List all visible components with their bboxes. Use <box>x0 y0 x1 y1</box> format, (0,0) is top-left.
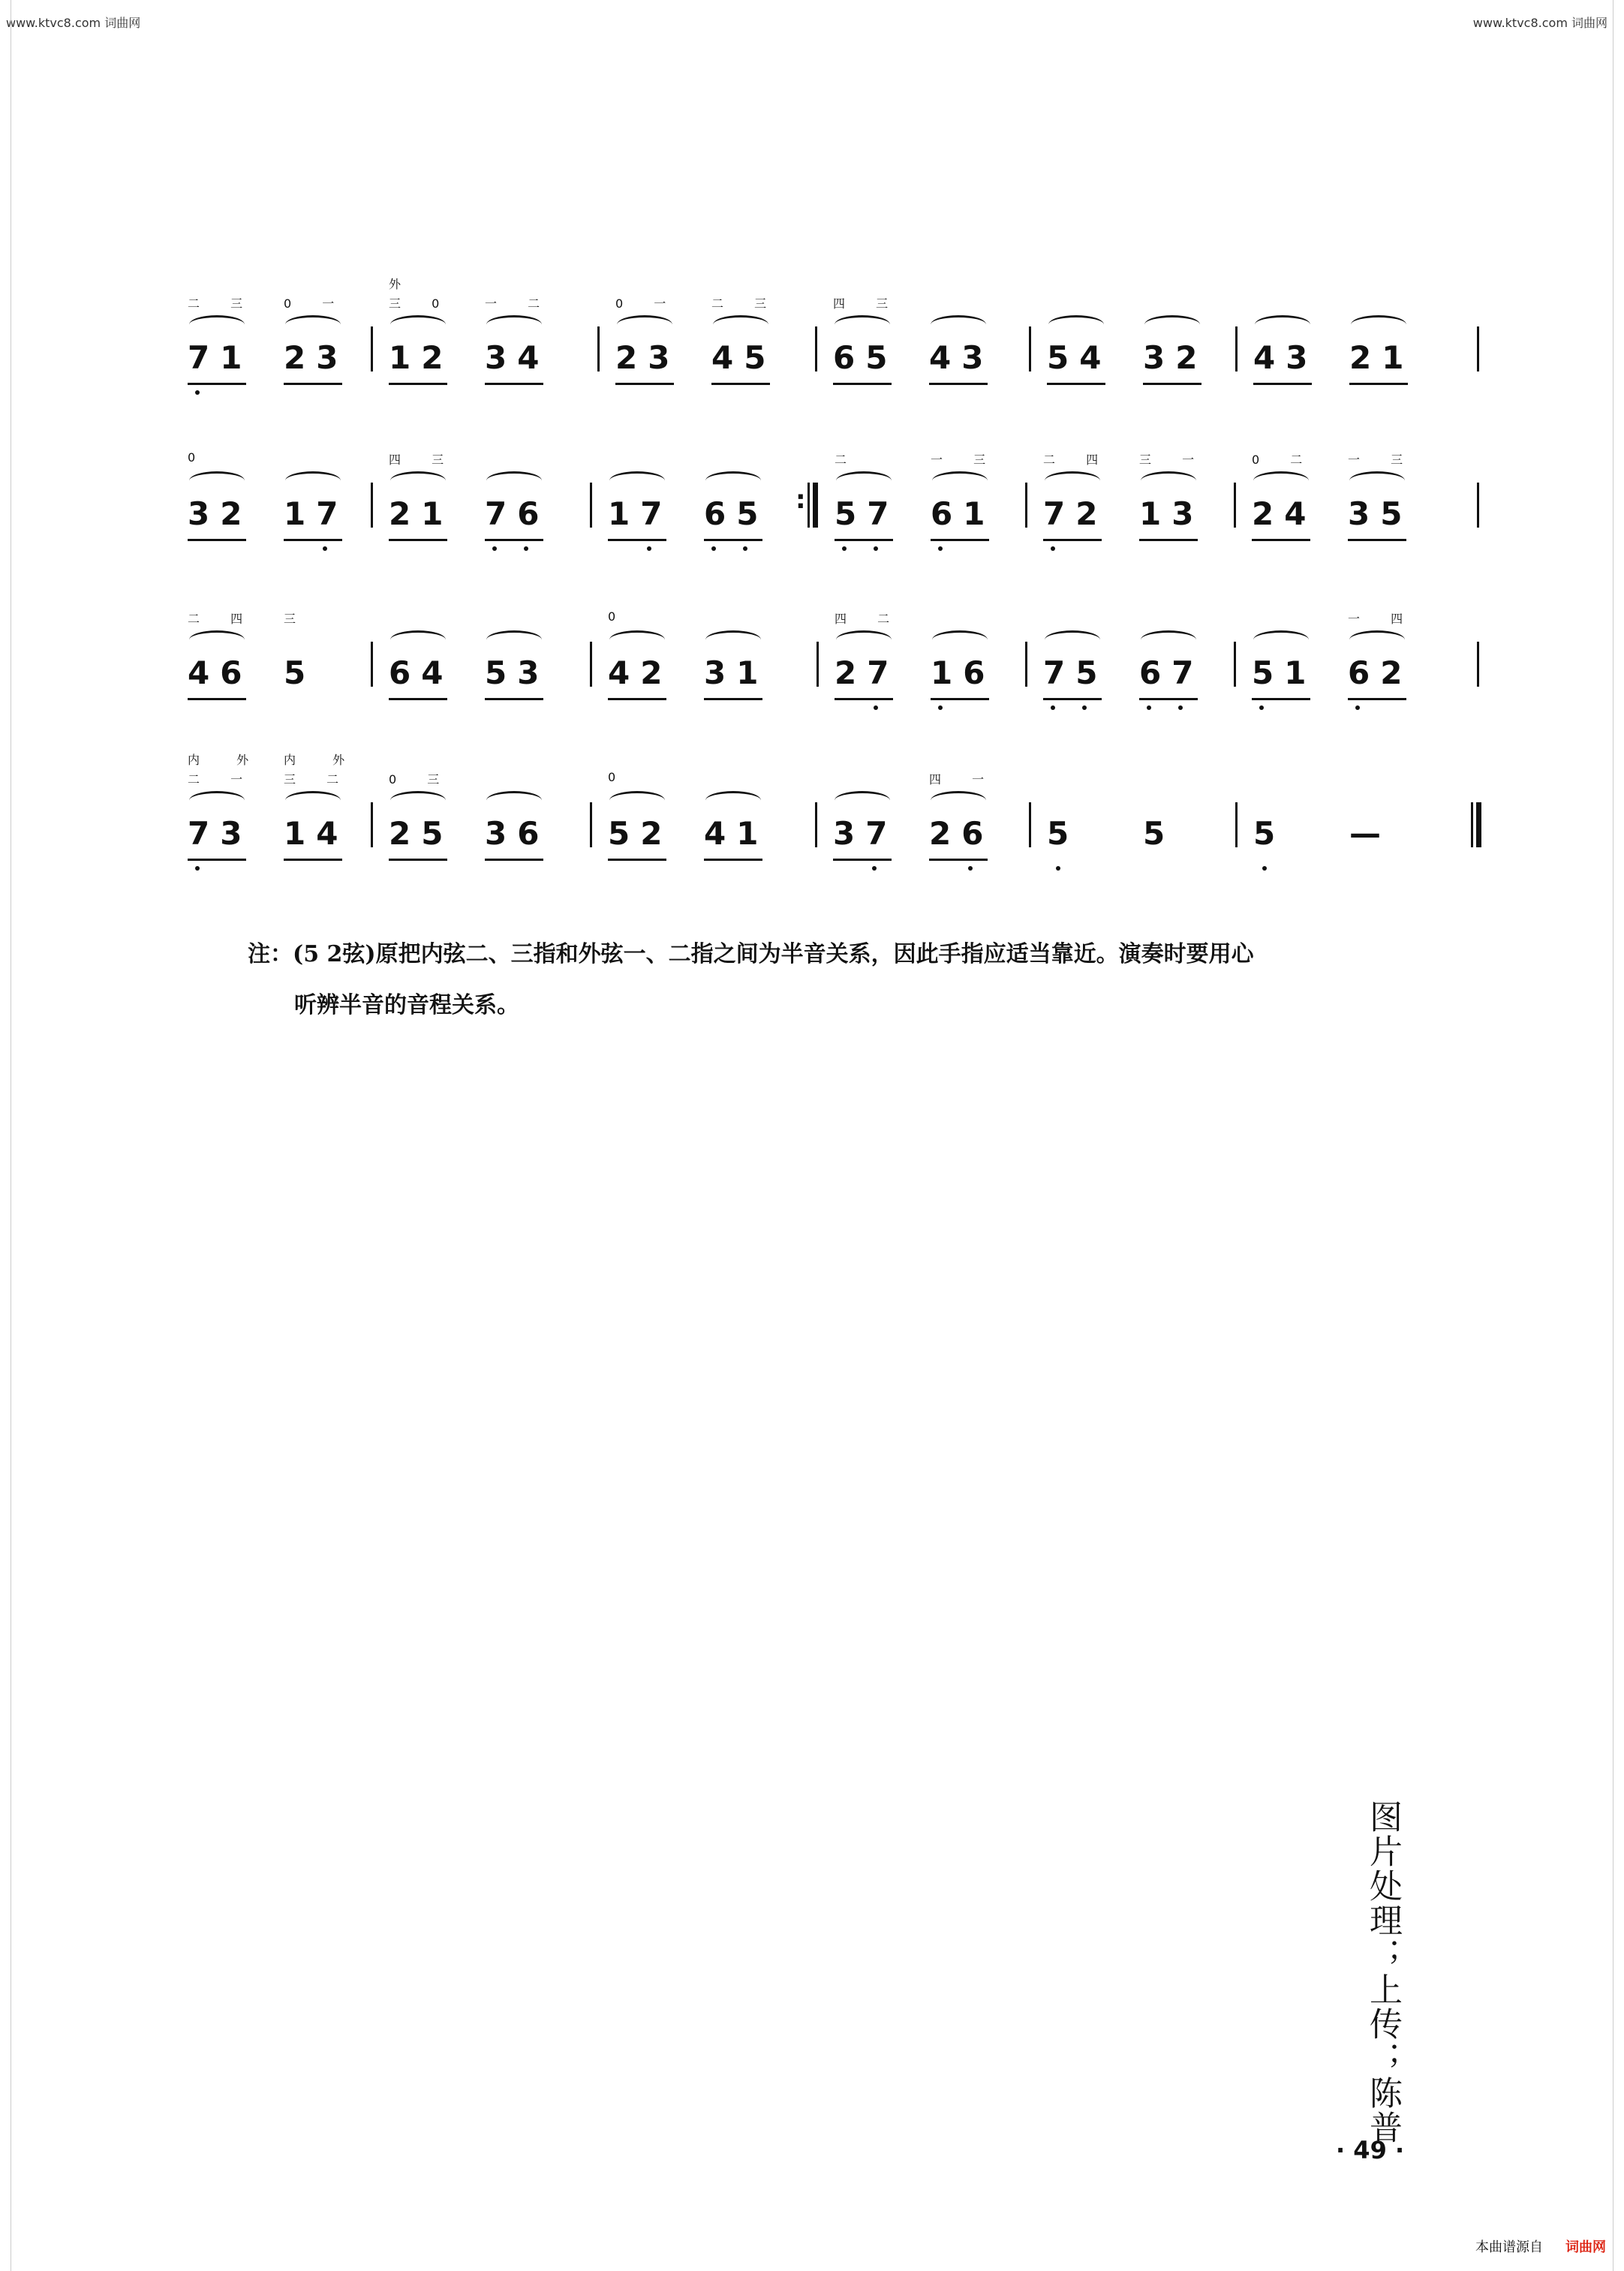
measure <box>608 411 803 561</box>
slur <box>609 630 665 649</box>
note-group <box>1047 308 1112 398</box>
measure <box>1043 411 1238 561</box>
slur <box>609 471 665 490</box>
slur <box>390 471 446 490</box>
fingering-marking: 二 三 <box>188 296 257 311</box>
slur <box>189 315 245 334</box>
eighth-underline <box>608 859 666 861</box>
slur <box>1349 471 1405 490</box>
note-digits: 12 <box>389 339 454 376</box>
note-digits: 45 <box>711 339 777 376</box>
note-group <box>284 753 362 874</box>
note-digits: 23 <box>615 339 681 376</box>
slur <box>390 791 446 810</box>
measure <box>1047 731 1242 881</box>
note-digits: 65 <box>704 495 769 532</box>
note-group <box>1043 623 1108 713</box>
measure <box>1047 255 1242 405</box>
eighth-underline <box>835 698 893 700</box>
eighth-underline <box>485 698 543 700</box>
eighth-underline <box>1043 698 1102 700</box>
slur <box>390 315 446 334</box>
slur <box>836 630 892 649</box>
eighth-underline <box>835 539 893 541</box>
low-octave-dot <box>1262 866 1267 871</box>
fingering-marking: 二 三 <box>711 296 780 311</box>
note-group <box>835 453 900 554</box>
fingering-marking: 0 一 <box>284 296 348 311</box>
repeat-dots: : <box>795 485 806 515</box>
note-group <box>1047 784 1080 874</box>
note-group <box>608 770 673 874</box>
slur <box>835 791 890 810</box>
slur <box>1048 315 1104 334</box>
low-octave-dot <box>938 546 943 551</box>
fingering-marking: 一 二 <box>485 296 554 311</box>
low-octave-dot <box>874 705 878 710</box>
eighth-underline <box>931 698 989 700</box>
note-digits: 24 <box>1252 495 1317 532</box>
footer-source: 本曲谱源自 <box>1475 2239 1543 2255</box>
measure <box>188 731 383 881</box>
fingering-marking: 0 一 <box>615 296 680 311</box>
eighth-underline <box>284 383 342 385</box>
eighth-underline <box>389 539 447 541</box>
footer-site-logo: 词曲网 <box>1565 2239 1606 2255</box>
barline <box>590 483 592 528</box>
slur <box>285 791 341 810</box>
measure <box>389 411 584 561</box>
note-group <box>1043 453 1112 554</box>
note-digits: 37 <box>833 815 898 852</box>
eighth-underline <box>485 539 543 541</box>
slur <box>1144 315 1200 334</box>
barline <box>1477 326 1479 371</box>
low-octave-dot <box>492 546 497 551</box>
eighth-underline <box>1139 698 1198 700</box>
barline <box>817 642 819 687</box>
slur <box>486 630 542 649</box>
barline <box>1477 483 1479 528</box>
note-group <box>485 296 554 398</box>
note-digits: 61 <box>931 495 996 532</box>
note-digits: 46 <box>188 654 253 691</box>
note-group <box>1349 308 1415 398</box>
note-group <box>929 308 994 398</box>
slur <box>705 630 761 649</box>
low-octave-dot <box>842 546 847 551</box>
slur <box>1045 471 1100 490</box>
note-digits: 51 <box>1252 654 1317 691</box>
note-digits: 32 <box>188 495 253 532</box>
note-group <box>1253 308 1319 398</box>
eighth-underline <box>704 539 762 541</box>
eighth-underline <box>931 539 989 541</box>
eighth-underline <box>1143 383 1201 385</box>
header-left: www.ktvc8.com 词曲网 <box>6 16 141 30</box>
fingering-marking: 0 <box>608 770 630 784</box>
slur <box>189 791 245 810</box>
slur <box>932 471 988 490</box>
note-group <box>188 753 266 874</box>
final-barline <box>1471 802 1481 847</box>
note-digits: 43 <box>1253 339 1319 376</box>
note-digits: 23 <box>284 339 349 376</box>
low-octave-dot <box>195 866 200 871</box>
slur <box>1349 630 1405 649</box>
barline <box>590 642 592 687</box>
fingering-marking: 四 一 <box>929 772 998 787</box>
header-right: www.ktvc8.com 词曲网 <box>1472 16 1607 30</box>
measure <box>188 570 383 720</box>
note-group <box>389 277 454 398</box>
eighth-underline <box>284 539 342 541</box>
note-digits: 34 <box>485 339 550 376</box>
barline <box>371 802 373 847</box>
eighth-underline <box>1349 383 1408 385</box>
eighth-underline <box>1139 539 1198 541</box>
eighth-underline <box>615 383 674 385</box>
eighth-underline <box>1348 698 1406 700</box>
note-line-2: 听辨半音的音程关系。 <box>294 992 519 1018</box>
footer <box>1475 2236 1606 2256</box>
eighth-underline <box>929 859 988 861</box>
slur <box>1253 471 1309 490</box>
fingering-marking: 一 三 <box>1348 453 1417 467</box>
eighth-underline <box>833 383 892 385</box>
eighth-underline <box>485 383 543 385</box>
fingering-marking: 一 三 <box>931 453 1000 467</box>
note-digits: 35 <box>1348 495 1413 532</box>
low-octave-dot <box>1259 705 1264 710</box>
note-group <box>704 464 769 554</box>
note-digits: — <box>1349 815 1391 852</box>
low-octave-dot <box>1051 705 1055 710</box>
note-group <box>389 623 454 713</box>
slur <box>189 471 245 490</box>
low-octave-dot <box>711 546 716 551</box>
note-group <box>485 623 550 713</box>
measure <box>608 731 803 881</box>
eighth-underline <box>608 539 666 541</box>
note-group <box>284 612 317 713</box>
note-digits: 76 <box>485 495 550 532</box>
note-group <box>1253 784 1286 874</box>
eighth-underline <box>1043 539 1102 541</box>
page-number: · 49 · <box>1336 2136 1405 2164</box>
slur <box>1253 630 1309 649</box>
fingering-marking: 0 三 <box>389 772 453 787</box>
measure <box>1253 731 1448 881</box>
note-line-1: 注：(5 2弦)原把内弦二、三指和外弦一、二指之间为半音关系，因此手指应适当靠近。演奏时要用心 <box>248 941 1254 967</box>
low-octave-dot <box>195 390 200 395</box>
slur <box>713 315 768 334</box>
slur <box>1141 471 1196 490</box>
fingering-marking: 三 0 <box>389 296 453 311</box>
eighth-underline <box>608 698 666 700</box>
note-digits: 67 <box>1139 654 1204 691</box>
note-digits: 5 <box>1253 815 1286 852</box>
note-group <box>485 784 550 874</box>
fingering-marking: 三 二 <box>284 772 353 787</box>
fingering-marking: 一 四 <box>1348 612 1417 626</box>
fingering-marking: 0 <box>188 450 209 465</box>
low-octave-dot <box>872 866 877 871</box>
note-digits: 21 <box>1349 339 1415 376</box>
fingering-marking: 二 <box>835 453 861 467</box>
low-octave-dot <box>1051 546 1055 551</box>
low-octave-dot <box>1147 705 1151 710</box>
fingering-marking: 0 <box>608 609 630 624</box>
measure <box>188 255 383 405</box>
note-group <box>1252 623 1317 713</box>
measure <box>389 255 584 405</box>
note-group <box>1348 453 1417 554</box>
note-digits: 75 <box>1043 654 1108 691</box>
note-digits: 17 <box>608 495 673 532</box>
slur <box>931 791 986 810</box>
note-digits: 16 <box>931 654 996 691</box>
fingering-marking: 三 <box>284 612 310 626</box>
barline <box>1235 802 1238 847</box>
score-row <box>188 570 1493 728</box>
fingering-marking: 二 四 <box>1043 453 1112 467</box>
note-digits: 43 <box>929 339 994 376</box>
note-group <box>1349 784 1391 874</box>
barline <box>1235 326 1238 371</box>
note-group <box>284 464 349 554</box>
note-digits: 21 <box>389 495 454 532</box>
note-group <box>835 612 904 713</box>
note-digits: 5 <box>1143 815 1176 852</box>
note-digits: 57 <box>835 495 900 532</box>
slur <box>931 315 986 334</box>
barline <box>590 802 592 847</box>
fingering-marking: 0 二 <box>1252 453 1316 467</box>
note-digits: 14 <box>284 815 349 852</box>
note-group <box>1139 453 1208 554</box>
eighth-underline <box>188 698 246 700</box>
measure <box>615 255 810 405</box>
barline <box>371 326 373 371</box>
note-digits: 62 <box>1348 654 1413 691</box>
note-group <box>608 609 673 713</box>
eighth-underline <box>704 859 762 861</box>
low-octave-dot <box>323 546 327 551</box>
note-group <box>929 772 998 874</box>
barline <box>1025 642 1027 687</box>
note-digits: 25 <box>389 815 454 852</box>
eighth-underline <box>833 859 892 861</box>
note-digits: 5 <box>284 654 317 691</box>
note-group <box>711 296 780 398</box>
note-group <box>704 784 769 874</box>
measure <box>1043 570 1238 720</box>
measure <box>833 731 1028 881</box>
note-group <box>389 772 454 874</box>
note-group <box>931 623 996 713</box>
note-group <box>615 296 681 398</box>
eighth-underline <box>1253 383 1312 385</box>
measure <box>188 411 383 561</box>
note-digits: 27 <box>835 654 900 691</box>
low-octave-dot <box>524 546 528 551</box>
eighth-underline <box>188 383 246 385</box>
note-digits: 64 <box>389 654 454 691</box>
eighth-underline <box>1252 698 1310 700</box>
low-octave-dot <box>1082 705 1087 710</box>
note-group <box>1139 623 1204 713</box>
measure <box>1252 570 1447 720</box>
note-group <box>1143 308 1208 398</box>
slur <box>1351 315 1406 334</box>
note-group <box>485 464 550 554</box>
low-octave-dot <box>647 546 651 551</box>
slur <box>1045 630 1100 649</box>
right-margin-strip <box>1613 0 1624 2271</box>
note-digits: 52 <box>608 815 673 852</box>
fingering-marking: 二 四 <box>188 612 257 626</box>
slur <box>835 315 890 334</box>
eighth-underline <box>704 698 762 700</box>
eighth-underline <box>711 383 770 385</box>
barline <box>1477 642 1479 687</box>
note-group <box>833 296 902 398</box>
note-group <box>188 612 257 713</box>
note-group <box>704 623 769 713</box>
note-digits: 53 <box>485 654 550 691</box>
barline <box>371 483 373 528</box>
slur <box>1141 630 1196 649</box>
note-group <box>1143 784 1176 874</box>
slur <box>617 315 672 334</box>
measure <box>1252 411 1447 561</box>
score-row <box>188 255 1493 413</box>
slur <box>1255 315 1310 334</box>
fingering-marking: 四 三 <box>389 453 458 467</box>
low-octave-dot <box>1056 866 1060 871</box>
low-octave-dot <box>743 546 747 551</box>
slur <box>189 630 245 649</box>
score-row <box>188 731 1493 889</box>
measure <box>608 570 803 720</box>
note-group <box>284 296 349 398</box>
fingering-marking: 四 二 <box>835 612 904 626</box>
eighth-underline <box>485 859 543 861</box>
barline <box>1025 483 1027 528</box>
slur <box>836 471 892 490</box>
eighth-underline <box>1252 539 1310 541</box>
low-octave-dot <box>968 866 973 871</box>
eighth-underline <box>188 539 246 541</box>
note-digits: 5 <box>1047 815 1080 852</box>
slur <box>932 630 988 649</box>
note-group <box>188 450 253 554</box>
slur <box>486 471 542 490</box>
note-digits: 42 <box>608 654 673 691</box>
slur <box>705 471 761 490</box>
low-octave-dot <box>874 546 878 551</box>
eighth-underline <box>389 698 447 700</box>
barline <box>1029 326 1031 371</box>
repeat-barline <box>807 483 818 528</box>
barline <box>815 802 817 847</box>
note-group <box>1348 612 1417 713</box>
score-row <box>188 411 1493 569</box>
slur <box>486 315 542 334</box>
note-digits: 71 <box>188 339 253 376</box>
note-group <box>1252 453 1317 554</box>
slur <box>705 791 761 810</box>
low-octave-dot <box>1178 705 1183 710</box>
barline <box>1029 802 1031 847</box>
measure <box>835 411 1030 561</box>
measure <box>389 570 584 720</box>
measure <box>389 731 584 881</box>
credit-text: 图片处理；上传；陈普 <box>1364 1800 1402 2145</box>
note-digits: 65 <box>833 339 898 376</box>
fingering-marking: 二 一 <box>188 772 257 787</box>
note-group <box>188 296 257 398</box>
left-margin-strip <box>0 0 11 2271</box>
note-group <box>931 453 1000 554</box>
note-group <box>833 784 898 874</box>
barline <box>815 326 817 371</box>
measure <box>833 255 1028 405</box>
note-group <box>608 464 673 554</box>
eighth-underline <box>188 859 246 861</box>
slur <box>285 315 341 334</box>
slur <box>609 791 665 810</box>
note-group <box>389 453 458 554</box>
eighth-underline <box>389 859 447 861</box>
note-digits: 73 <box>188 815 253 852</box>
eighth-underline <box>929 383 988 385</box>
string-marking: 内 外 <box>284 753 362 767</box>
performance-note <box>248 929 1448 1031</box>
note-digits: 41 <box>704 815 769 852</box>
measure <box>1253 255 1448 405</box>
note-digits: 26 <box>929 815 994 852</box>
string-marking: 外 <box>389 277 418 291</box>
note-digits: 54 <box>1047 339 1112 376</box>
eighth-underline <box>389 383 447 385</box>
eighth-underline <box>1348 539 1406 541</box>
barline <box>1234 483 1236 528</box>
slur <box>285 471 341 490</box>
slur <box>390 630 446 649</box>
barline <box>371 642 373 687</box>
measure <box>835 570 1030 720</box>
fingering-marking: 三 一 <box>1139 453 1208 467</box>
eighth-underline <box>1047 383 1105 385</box>
note-digits: 31 <box>704 654 769 691</box>
note-digits: 17 <box>284 495 349 532</box>
note-digits: 13 <box>1139 495 1204 532</box>
fingering-marking: 四 三 <box>833 296 902 311</box>
barline <box>1234 642 1236 687</box>
low-octave-dot <box>938 705 943 710</box>
note-digits: 36 <box>485 815 550 852</box>
slur <box>486 791 542 810</box>
low-octave-dot <box>1355 705 1360 710</box>
string-marking: 内 外 <box>188 753 266 767</box>
note-digits: 72 <box>1043 495 1108 532</box>
barline <box>597 326 600 371</box>
eighth-underline <box>284 859 342 861</box>
note-digits: 32 <box>1143 339 1208 376</box>
